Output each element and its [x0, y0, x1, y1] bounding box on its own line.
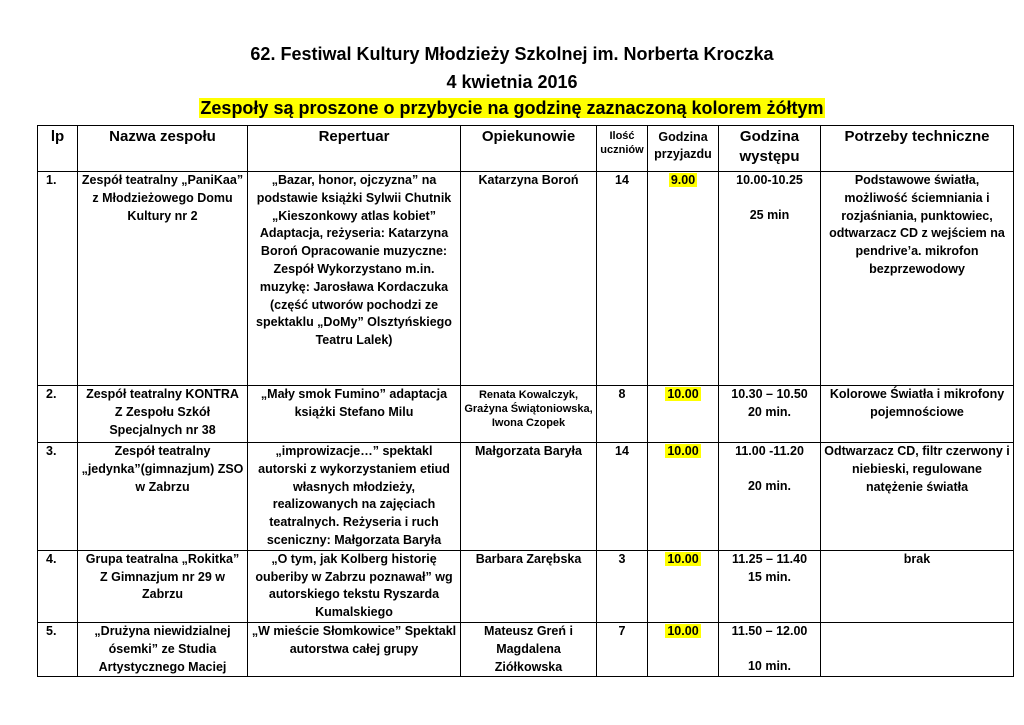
row-ilosc: 3 — [597, 550, 648, 622]
row-lp: 1. — [38, 172, 78, 386]
row-wystep — [719, 386, 821, 443]
performance-duration: 20 min. — [747, 478, 792, 493]
row-repertuar: „Bazar, honor, ojczyzna” na podstawie książki Sylwii Chutnik „Kieszonkowy atlas kobiet” Adaptacja, reżyseria: Katarzyna Boroń Opracowanie muzyczne: Zespół Wykorzystano m.in. muzykę: Jarosława Kordaczuka (część utworów pochodzi ze spektaklu „DoMy” Olsztyńskiego Teatru Lalek) — [248, 172, 461, 386]
row-lp: 5. — [38, 622, 78, 676]
row-przyjazd — [648, 172, 719, 386]
header-row — [38, 126, 1014, 172]
col-przyjazd: Godzina przyjazdu — [648, 126, 719, 172]
performance-time: 11.50 – 12.00 — [731, 623, 808, 638]
arrival-time-highlight: 10.00 — [667, 444, 699, 458]
performance-time: 10.00-10.25 — [736, 173, 803, 187]
row-przyjazd — [648, 443, 719, 551]
arrival-notice — [0, 98, 1024, 119]
row-potrzeby: Odtwarzacz CD, filtr czerwony i niebieski, regulowane natężenie światła — [821, 443, 1014, 551]
col-lp: lp — [38, 126, 78, 172]
row-nazwa: „Drużyna niewidzialnej ósemki” ze Studia Artystycznego Maciej — [78, 622, 248, 676]
row-potrzeby: Podstawowe światła, możliwość ściemniania i rozjaśniania, punktowiec, odtwarzacz CD z wejściem na pendrive’a. mikrofon bezprzewodowy — [821, 172, 1014, 386]
row-opiekunowie: Renata Kowalczyk, Grażyna Świątoniowska, Iwona Czopek — [461, 386, 597, 443]
row-nazwa: Zespół teatralny KONTRA Z Zespołu Szkół Specjalnych nr 38 — [78, 386, 248, 443]
row-opiekunowie: Mateusz Greń i Magdalena Ziółkowska — [461, 622, 597, 676]
arrival-time-highlight: 9.00 — [670, 173, 696, 187]
row-wystep — [719, 622, 821, 676]
schedule-table — [37, 125, 1014, 677]
row-lp: 4. — [38, 550, 78, 622]
row-lp: 2. — [38, 386, 78, 443]
table-row — [38, 443, 1014, 551]
row-przyjazd — [648, 622, 719, 676]
row-opiekunowie: Barbara Zarębska — [461, 550, 597, 622]
col-nazwa: Nazwa zespołu — [78, 126, 248, 172]
row-potrzeby: Kolorowe Światła i mikrofony pojemnościowe — [821, 386, 1014, 443]
row-wystep — [719, 550, 821, 622]
performance-duration: 20 min. — [747, 404, 792, 419]
performance-time: 11.00 -11.20 — [735, 444, 804, 458]
row-potrzeby — [821, 622, 1014, 676]
col-ilosc: Ilość uczniów — [597, 126, 648, 172]
arrival-time-highlight: 10.00 — [667, 551, 699, 566]
row-opiekunowie: Małgorzata Baryła — [461, 443, 597, 551]
row-przyjazd — [648, 550, 719, 622]
row-repertuar: „improwizacje…” spektakl autorski z wykorzystaniem etiud własnych młodzieży, realizowanych na zajęciach teatralnych. Reżyseria i ruch sceniczny: Małgorzata Baryła — [248, 443, 461, 551]
col-repertuar: Repertuar — [248, 126, 461, 172]
table-row — [38, 172, 1014, 386]
row-nazwa: Grupa teatralna „Rokitka” Z Gimnazjum nr 29 w Zabrzu — [78, 550, 248, 622]
row-ilosc: 8 — [597, 386, 648, 443]
row-nazwa: Zespół teatralny „jedynka”(gimnazjum) ZSO w Zabrzu — [78, 443, 248, 551]
col-opiekunowie: Opiekunowie — [461, 126, 597, 172]
row-potrzeby: brak — [821, 550, 1014, 622]
row-ilosc: 7 — [597, 622, 648, 676]
table-row — [38, 386, 1014, 443]
performance-duration: 15 min. — [747, 569, 792, 584]
row-nazwa: Zespół teatralny „PaniKaa” z Młodzieżowego Domu Kultury nr 2 — [78, 172, 248, 386]
row-ilosc: 14 — [597, 443, 648, 551]
table-row — [38, 622, 1014, 676]
row-repertuar: „O tym, jak Kolberg historię ouberiby w Zabrzu poznawał” wg autorskiego tekstu Ryszarda Kumalskiego — [248, 550, 461, 622]
row-opiekunowie: Katarzyna Boroń — [461, 172, 597, 386]
performance-duration: 25 min — [749, 207, 790, 222]
col-potrzeby: Potrzeby techniczne — [821, 126, 1014, 172]
row-repertuar: „Mały smok Fumino” adaptacja książki Stefano Milu — [248, 386, 461, 443]
row-przyjazd — [648, 386, 719, 443]
arrival-time-highlight: 10.00 — [667, 387, 699, 401]
festival-title: 62. Festiwal Kultury Młodzieży Szkolnej im. Norberta Kroczka — [250, 44, 774, 64]
row-lp: 3. — [38, 443, 78, 551]
arrival-notice-text: Zespoły są proszone o przybycie na godzinę zaznaczoną kolorem żółtym — [200, 98, 824, 118]
performance-time: 11.25 – 11.40 — [731, 551, 808, 566]
row-wystep — [719, 172, 821, 386]
performance-duration: 10 min. — [747, 658, 792, 673]
row-ilosc: 14 — [597, 172, 648, 386]
arrival-time-highlight: 10.00 — [667, 623, 699, 638]
col-wystep: Godzina występu — [719, 126, 821, 172]
row-repertuar: „W mieście Słomkowice” Spektakl autorstwa całej grupy — [248, 622, 461, 676]
row-wystep — [719, 443, 821, 551]
performance-time: 10.30 – 10.50 — [731, 387, 808, 401]
table-row — [38, 550, 1014, 622]
festival-date: 4 kwietnia 2016 — [446, 72, 578, 92]
